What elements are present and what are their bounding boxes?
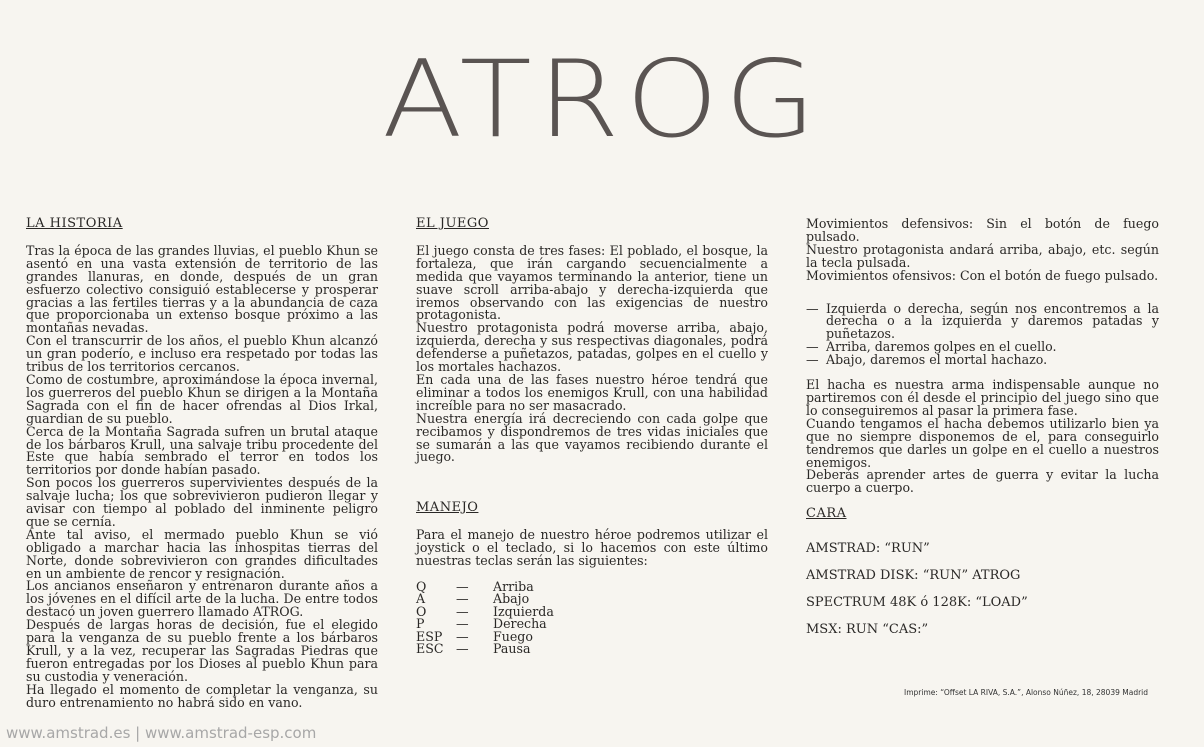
key-action: Abajo bbox=[493, 591, 530, 607]
list-dash: — bbox=[806, 339, 819, 355]
key-action: Derecha bbox=[493, 616, 547, 632]
key-dash: — bbox=[456, 640, 469, 656]
key-action: Pausa bbox=[493, 640, 531, 656]
key-dash: — bbox=[456, 591, 469, 607]
list-item-text: Abajo, daremos el mortal hachazo. bbox=[826, 352, 1048, 368]
historia-paragraph: Son pocos los guerreros supervivientes después de la salvaje lucha; los que sobrevivieron pudieron llegar y avisar con tiempo al poblado del inminente peligro que se cernía. bbox=[26, 475, 378, 529]
hacha-paragraph: Deberás aprender artes de guerra y evitar la lucha cuerpo a cuerpo. bbox=[806, 467, 1159, 496]
list-item bbox=[806, 354, 1159, 367]
historia-heading: LA HISTORIA bbox=[26, 216, 123, 231]
load-command: SPECTRUM 48K ó 128K: “LOAD” bbox=[806, 594, 1028, 610]
key-dash: — bbox=[456, 578, 469, 594]
key-label: P bbox=[416, 616, 425, 632]
key-row bbox=[416, 640, 768, 656]
historia-paragraph: Cerca de la Montaña Sagrada sufren un brutal ataque de los bárbaros Krull, una salvaje tribu procedente del Este que había sembrado el terror en todos los territorios por donde habían pasado. bbox=[26, 423, 378, 478]
key-label: Q bbox=[416, 578, 427, 594]
list-item-text: Izquierda o derecha, según nos encontremos a la derecha o a la izquierda y daremos patadas y puñetazos. bbox=[826, 300, 1159, 342]
game-title: ATROG bbox=[382, 36, 822, 162]
movimientos-column bbox=[806, 218, 1159, 651]
historia-paragraph: Con el transcurrir de los años, el pueblo Khun alcanzó un gran poderío, e incluso era respetado por todas las tribus de los territorios cercanos. bbox=[26, 333, 378, 375]
key-action: Fuego bbox=[493, 628, 533, 644]
defensive-moves: Movimientos defensivos: Sin el botón de fuego pulsado. bbox=[806, 216, 1159, 244]
historia-paragraph: Los ancianos enseñaron y entrenaron durante años a los jóvenes en el difícil arte de la lucha. De entre todos destacó un joven guerrero llamado ATROG. bbox=[26, 578, 378, 620]
key-label: A bbox=[416, 591, 426, 607]
load-command: AMSTRAD: “RUN” bbox=[806, 541, 930, 557]
historia-paragraph: Ha llegado el momento de completar la venganza, su duro entrenamiento no habrá sido en vano. bbox=[26, 681, 378, 710]
key-action: Arriba bbox=[493, 578, 534, 594]
historia-paragraph: Tras la época de las grandes lluvias, el pueblo Khun se asentó en una vasta extensión de territorio de las grandes llanuras, en donde, después de un gran esfuerzo colectivo consiguió establecerse y prosperar gracias a las fertiles tierras y a la abundancia de caza que proporcionaba un extenso bosque próximo a las montañas nevadas. bbox=[26, 242, 378, 336]
load-command: AMSTRAD DISK: “RUN” ATROG bbox=[806, 568, 1021, 584]
hacha-paragraph: El hacha es nuestra arma indispensable aunque no partiremos con él desde el principio del juego sino que lo conseguiremos al pasar la primera fase. bbox=[806, 377, 1159, 418]
key-action: Izquierda bbox=[493, 603, 554, 619]
juego-paragraph: Nuestra energía irá decreciendo con cada golpe que recibamos y dispondremos de tres vidas iniciales que se sumarán a las que vayamos recibiendo durante el juego. bbox=[416, 410, 768, 465]
key-dash: — bbox=[456, 616, 469, 632]
key-label: O bbox=[416, 603, 427, 619]
juego-paragraph: El juego consta de tres fases: El poblado, el bosque, la fortaleza, que irán cargando secuencialmente a medida que vayamos terminando la anterior, tiene un suave scroll arriba-abajo y derecha-izquierda que iremos observando con las exigencias de nuestro protagonista. bbox=[416, 242, 768, 323]
historia-paragraph: Como de costumbre, aproximándose la época invernal, los guerreros del pueblo Khun se dirigen a la Montaña Sagrada con el fin de hacer ofrendas al Dios Irkal, guardian de su pueblo. bbox=[26, 371, 378, 426]
list-item bbox=[806, 300, 1159, 342]
offensive-moves: Movimientos ofensivos: Con el botón de fuego pulsado. bbox=[806, 267, 1159, 283]
historia-column bbox=[26, 218, 378, 710]
juego-heading: EL JUEGO bbox=[416, 216, 489, 231]
list-item-text: Arriba, daremos golpes en el cuello. bbox=[826, 339, 1057, 355]
load-command: MSX: RUN “CAS:” bbox=[806, 621, 929, 637]
cara-heading: CARA bbox=[806, 506, 847, 522]
site-watermark: www.amstrad.es | www.amstrad-esp.com bbox=[6, 724, 317, 742]
key-label: ESP bbox=[416, 628, 443, 644]
key-label: ESC bbox=[416, 640, 444, 656]
list-dash: — bbox=[806, 300, 819, 316]
list-dash: — bbox=[806, 352, 819, 368]
juego-paragraph: Nuestro protagonista podrá moverse arriba, abajo, izquierda, derecha y sus respectivas diagonales, podrá defenderse a puñetazos, patadas, golpes en el cuello y los mortales hachazos. bbox=[416, 320, 768, 375]
printer-credit: Imprime: “Offset LA RIVA, S.A.”, Alonso Núñez, 18, 28039 Madrid bbox=[904, 688, 1149, 697]
juego-column bbox=[416, 218, 768, 655]
offensive-move-list bbox=[806, 300, 1159, 368]
key-list bbox=[416, 578, 768, 656]
historia-paragraph: Ante tal aviso, el mermado pueblo Khun se vió obligado a marchar hacia las inhospitas tierras del Norte, donde sobrevivieron con grandes dificultades en un ambiente de rencor y resignación. bbox=[26, 526, 378, 581]
key-dash: — bbox=[456, 628, 469, 644]
historia-paragraph: Después de largas horas de decisión, fue el elegido para la venganza de su pueblo frente a los bárbaros Krull, y a la vez, recuperar las Sagradas Piedras que fueron entregadas por los Dioses al pueblo Khun para su custodia y veneración. bbox=[26, 617, 378, 684]
juego-paragraph: En cada una de las fases nuestro héroe tendrá que eliminar a todos los enemigos Krull, con una habilidad increíble para no ser masacrado. bbox=[416, 371, 768, 413]
key-dash: — bbox=[456, 603, 469, 619]
protagonist-moves: Nuestro protagonista andará arriba, abajo, etc. según la tecla pulsada. bbox=[806, 241, 1159, 270]
manejo-intro: Para el manejo de nuestro héroe podremos utilizar el joystick o el teclado, si lo hacemos con este último nuestras teclas serán las siguientes: bbox=[416, 527, 768, 569]
hacha-paragraph: Cuando tengamos el hacha debemos utilizarlo bien ya que no siempre disponemos de el, para conseguirlo tendremos que darles un golpe en el cuello a nuestros enemigos. bbox=[806, 415, 1159, 470]
manejo-heading: MANEJO bbox=[416, 500, 479, 516]
